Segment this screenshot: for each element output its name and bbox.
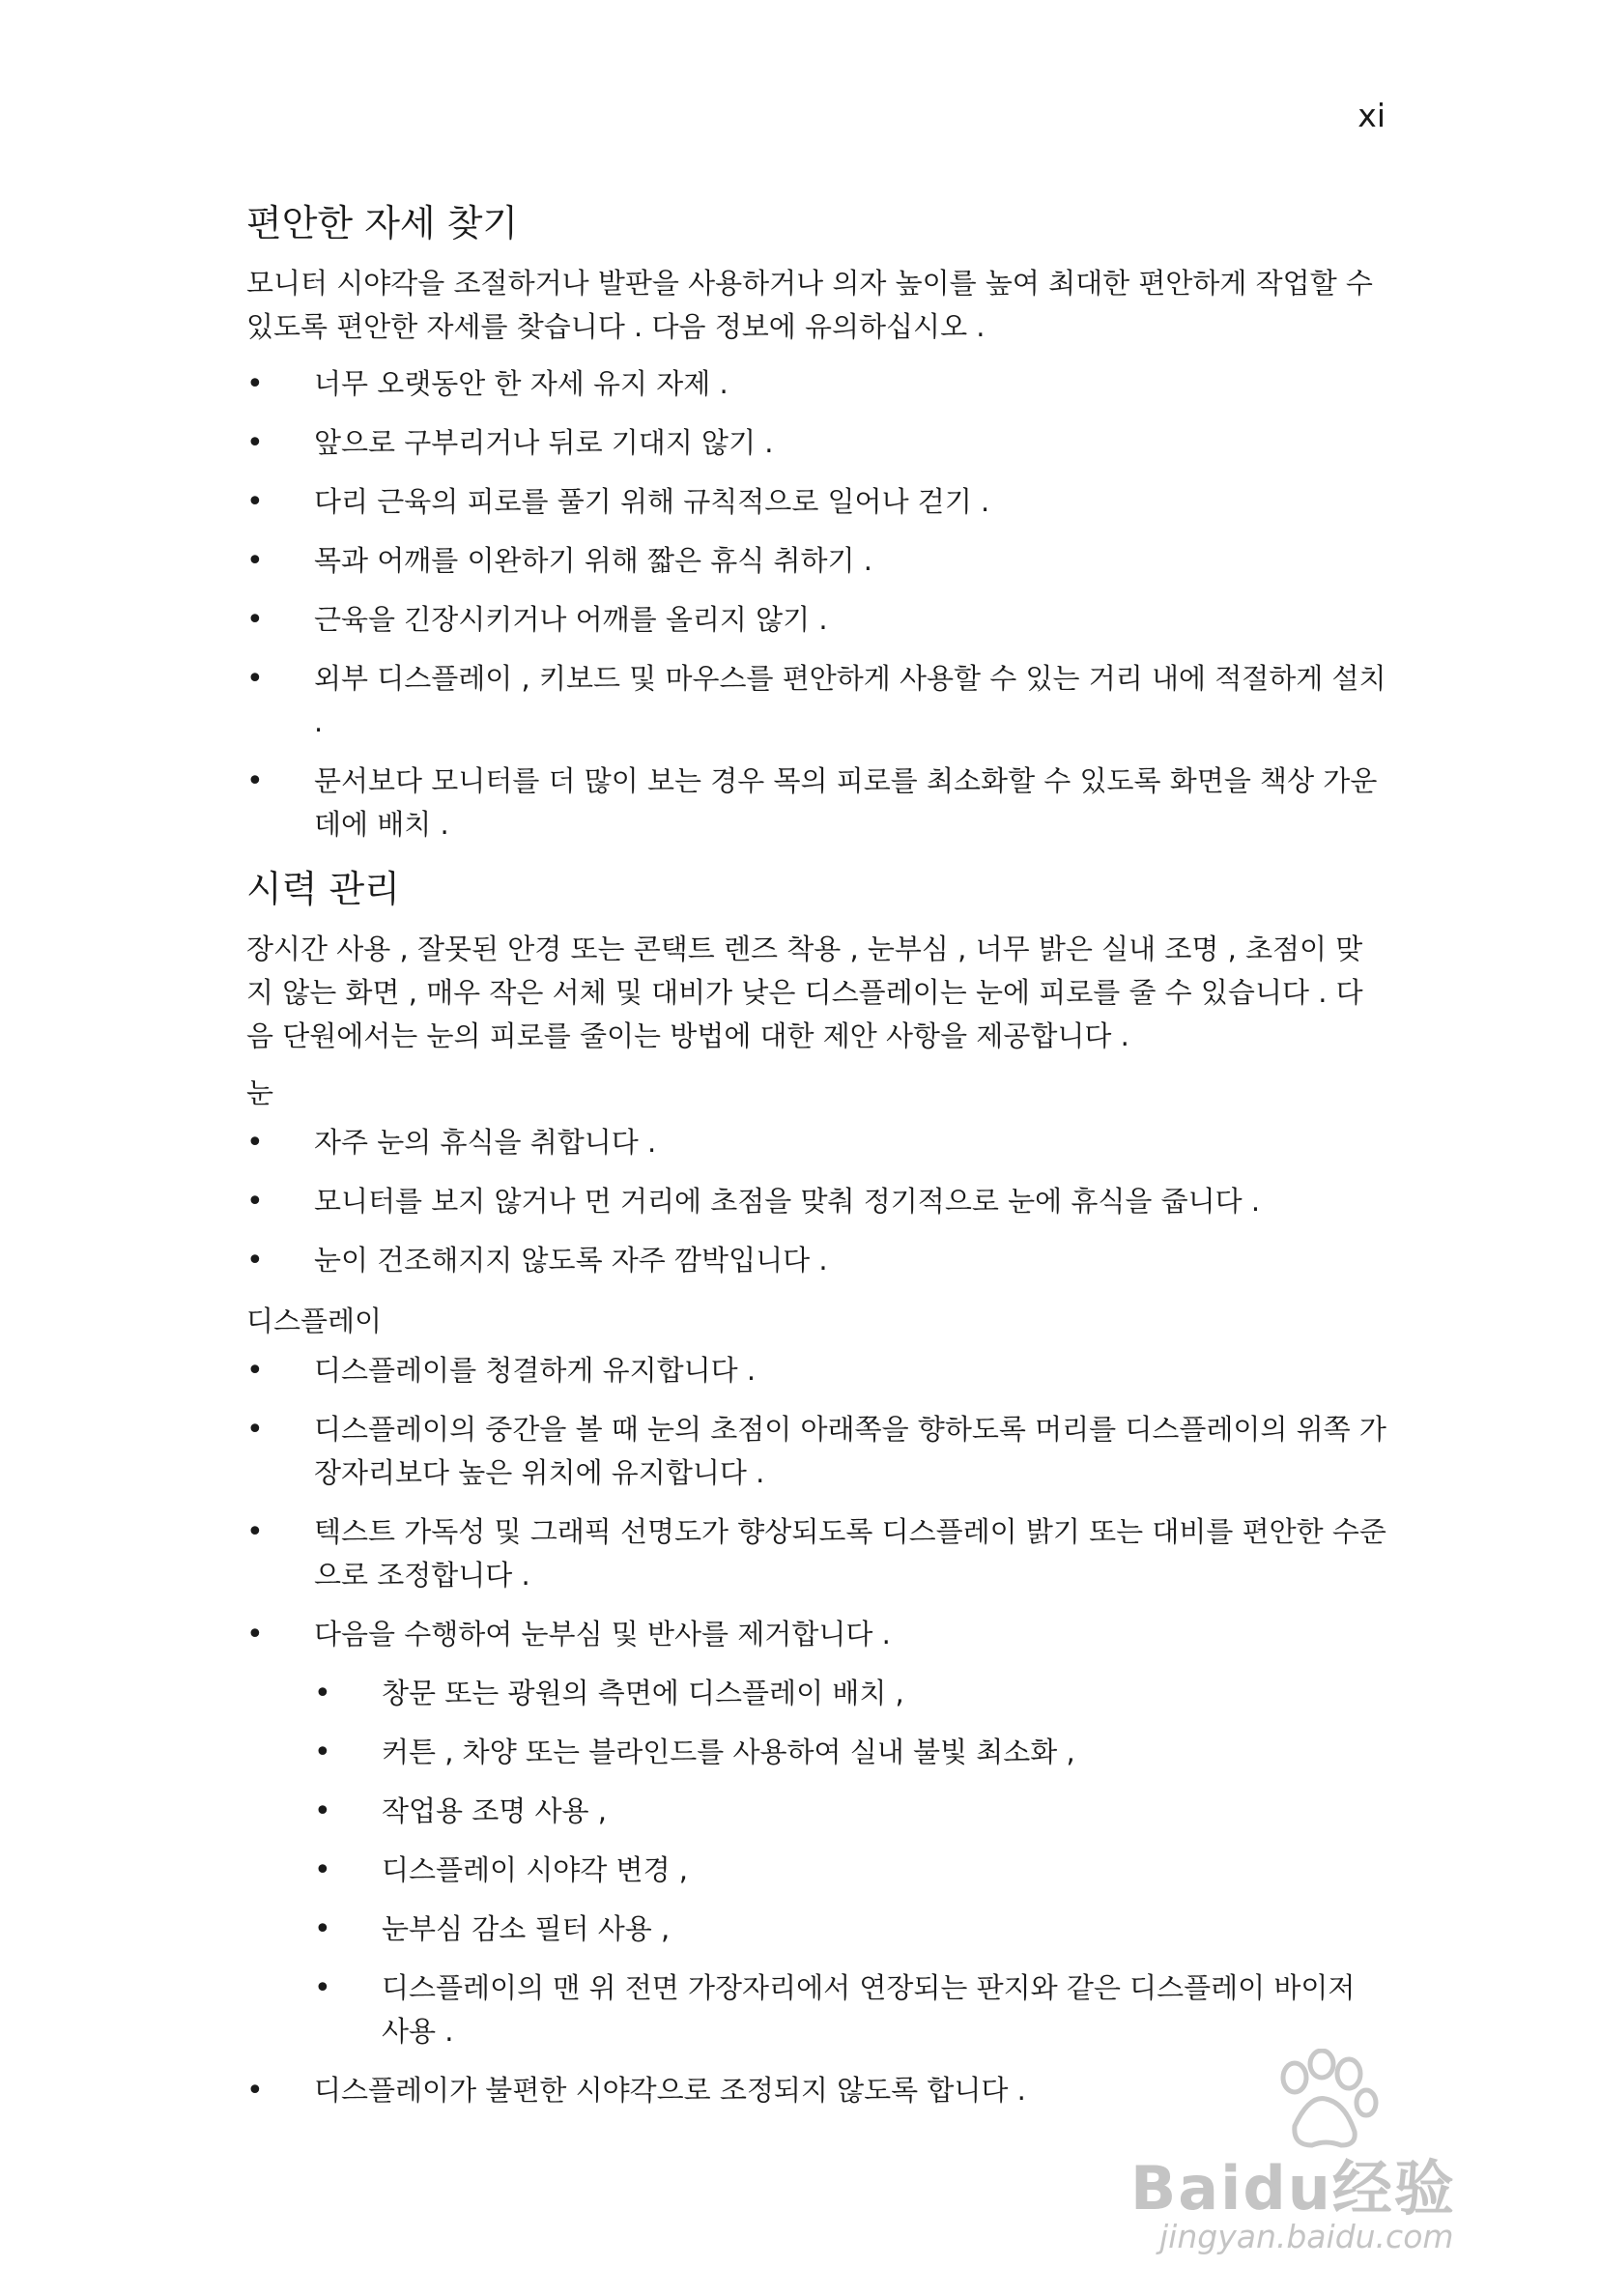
posture-intro: 모니터 시야각을 조절하거나 발판을 사용하거나 의자 높이를 높여 최대한 편안하게 작업할 수 있도록 편안한 자세를 찾습니다 . 다음 정보에 유의하십시오 . <box>246 267 1373 343</box>
eyes-list <box>246 1121 1386 1282</box>
eyes-label: 눈 <box>246 1076 274 1109</box>
list-item: • 너무 오랫동안 한 자세 유지 자제 . <box>246 362 1386 406</box>
list-item: • 눈이 건조해지지 않도록 자주 깜박입니다 . <box>246 1239 1386 1282</box>
section-title-posture: 편안한 자세 찾기 <box>246 202 519 244</box>
list-item: • 근육을 긴장시키거나 어깨를 올리지 않기 . <box>246 598 1386 642</box>
document-body <box>246 198 1386 2130</box>
sub-list-item: • 커튼 , 차양 또는 블라인드를 사용하여 실내 불빛 최소화 , <box>314 1731 1386 1774</box>
sub-list-item: • 눈부심 감소 필터 사용 , <box>314 1908 1386 1951</box>
watermark-brand: Baidu经验 <box>1130 2153 1456 2224</box>
vision-intro: 장시간 사용 , 잘못된 안경 또는 콘택트 렌즈 착용 , 눈부심 , 너무 밝은 실내 조명 , 초점이 맞지 않는 화면 , 매우 작은 서체 및 대비가 낮은 디스플레이는 눈에 피로를 줄 수 있습니다 . 다음 단원에서는 눈의 피로를 줄이는 방법에 대한 제안 사항을 제공합니다 . <box>246 933 1363 1052</box>
posture-list <box>246 362 1386 847</box>
glare-sub-list <box>314 1672 1386 2053</box>
paw-icon <box>1266 2049 1382 2155</box>
display-label: 디스플레이 <box>246 1305 383 1337</box>
sub-list-item: • 작업용 조명 사용 , <box>314 1790 1386 1833</box>
list-item <box>246 1613 1386 2053</box>
watermark-url: jingyan.baidu.com <box>1159 2218 1454 2255</box>
list-item: • 다리 근육의 피로를 풀기 위해 규칙적으로 일어나 걷기 . <box>246 480 1386 524</box>
list-item: • 디스플레이가 불편한 시야각으로 조정되지 않도록 합니다 . <box>246 2069 1386 2112</box>
glare-item-text: 다음을 수행하여 눈부심 및 반사를 제거합니다 . <box>314 1618 891 1650</box>
list-item: • 디스플레이를 청결하게 유지합니다 . <box>246 1349 1386 1392</box>
list-item: • 외부 디스플레이 , 키보드 및 마우스를 편안하게 사용할 수 있는 거리 내에 적절하게 설치 . <box>246 657 1386 744</box>
list-item: • 자주 눈의 휴식을 취합니다 . <box>246 1121 1386 1164</box>
section-title-vision: 시력 관리 <box>246 868 400 910</box>
sub-list-item: • 창문 또는 광원의 측면에 디스플레이 배치 , <box>314 1672 1386 1715</box>
list-item: • 디스플레이의 중간을 볼 때 눈의 초점이 아래쪽을 향하도록 머리를 디스플레이의 위쪽 가장자리보다 높은 위치에 유지합니다 . <box>246 1408 1386 1495</box>
page-number: xi <box>1357 97 1386 134</box>
list-item: • 앞으로 구부리거나 뒤로 기대지 않기 . <box>246 421 1386 465</box>
list-item: • 텍스트 가독성 및 그래픽 선명도가 향상되도록 디스플레이 밝기 또는 대비를 편안한 수준으로 조정합니다 . <box>246 1510 1386 1597</box>
display-list <box>246 1349 1386 2112</box>
sub-list-item: • 디스플레이 시야각 변경 , <box>314 1849 1386 1892</box>
list-item: • 목과 어깨를 이완하기 위해 짧은 휴식 취하기 . <box>246 539 1386 583</box>
baidu-watermark <box>1130 2049 1517 2261</box>
vision-section <box>246 864 1386 2112</box>
list-item: • 문서보다 모니터를 더 많이 보는 경우 목의 피로를 최소화할 수 있도록 화면을 책상 가운데에 배치 . <box>246 760 1386 847</box>
sub-list-item: • 디스플레이의 맨 위 전면 가장자리에서 연장되는 판지와 같은 디스플레이 바이저 사용 . <box>314 1966 1386 2053</box>
list-item: • 모니터를 보지 않거나 먼 거리에 초점을 맞춰 정기적으로 눈에 휴식을 줍니다 . <box>246 1180 1386 1223</box>
